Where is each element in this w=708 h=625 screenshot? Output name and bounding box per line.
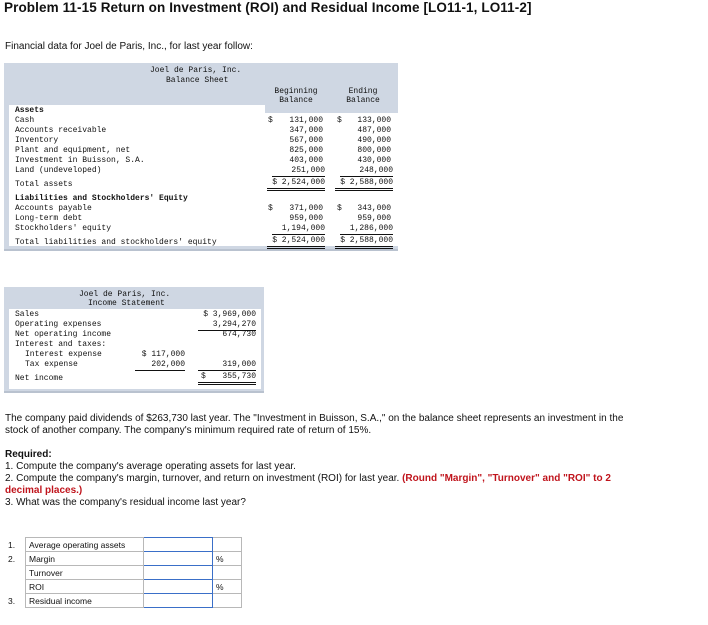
asset-begin: 825,000 — [289, 146, 323, 155]
asset-begin: 403,000 — [289, 156, 323, 165]
opex-value: 3,294,270 — [198, 320, 256, 331]
asset-label: Cash — [15, 116, 35, 125]
asset-label: Plant and equipment, net — [15, 146, 131, 155]
problem-title: Problem 11-15 Return on Investment (ROI) and Residual Income [LO11-1, LO11-2] — [4, 0, 532, 15]
average-operating-assets-input[interactable] — [144, 538, 213, 552]
dollar-sign: $ — [201, 372, 206, 381]
answer-label: Residual income — [26, 594, 144, 608]
int-tax-heading: Interest and taxes: — [15, 340, 107, 349]
sales-label: Sales — [15, 310, 40, 319]
liability-label: Stockholders' equity — [15, 224, 112, 233]
interest-value: $ 117,000 — [141, 350, 185, 359]
liability-label: Accounts payable — [15, 204, 92, 213]
dollar-sign: $ — [337, 116, 342, 125]
residual-income-input[interactable] — [144, 594, 213, 608]
liability-begin: 1,194,000 — [272, 224, 325, 235]
asset-end: 490,000 — [357, 136, 391, 145]
total-assets-end: $ 2,588,000 — [335, 178, 393, 191]
liability-label: Long-term debt — [15, 214, 83, 223]
bs-title: Balance Sheet — [166, 76, 229, 85]
int-tax-total: 319,000 — [198, 360, 256, 371]
answer-label: Margin — [26, 552, 144, 566]
answer-unit: % — [213, 580, 242, 594]
total-assets-label: Total assets — [15, 180, 73, 189]
required-q2: 2. Compute the company's margin, turnover, and return on investment (ROI) for last year. (Round "Margin", "Turnover" and "ROI" to 2 decimal places.) — [5, 473, 611, 496]
liability-end: 343,000 — [357, 204, 391, 213]
bs-col-ending-2: Balance — [346, 96, 380, 105]
asset-end: 487,000 — [357, 126, 391, 135]
asset-end: 248,000 — [340, 166, 393, 177]
sales-value: $ 3,969,000 — [203, 310, 256, 319]
answer-label: ROI — [26, 580, 144, 594]
answer-row — [5, 538, 242, 552]
dollar-sign: $ — [268, 204, 273, 213]
asset-begin: 567,000 — [289, 136, 323, 145]
answer-row — [5, 552, 242, 566]
answer-number — [5, 580, 26, 594]
bs-col-beginning-2: Balance — [279, 96, 313, 105]
answer-label: Average operating assets — [26, 538, 144, 552]
dollar-sign: $ — [337, 204, 342, 213]
answer-unit — [213, 538, 242, 552]
margin-input[interactable] — [144, 552, 213, 566]
answer-number: 2. — [8, 553, 16, 564]
answer-table — [5, 537, 242, 608]
rounding-note: (Round "Margin", "Turnover" and "ROI" to 2 decimal places.) — [5, 473, 611, 496]
bs-company: Joel de Paris, Inc. — [150, 66, 242, 75]
intro-text: Financial data for Joel de Paris, Inc., for last year follow: — [5, 41, 253, 52]
answer-unit — [213, 594, 242, 608]
asset-end: 800,000 — [357, 146, 391, 155]
liabilities-heading: Liabilities and Stockholders' Equity — [15, 194, 188, 203]
is-title: Income Statement — [88, 299, 165, 308]
asset-label: Inventory — [15, 136, 59, 145]
tax-label: Tax expense — [25, 360, 78, 369]
liability-begin: 959,000 — [289, 214, 323, 223]
liability-begin: 371,000 — [289, 204, 323, 213]
bs-col-beginning: Beginning — [274, 87, 318, 96]
liability-end: 1,286,000 — [340, 224, 393, 235]
noi-value: 674,730 — [222, 330, 256, 339]
roi-input[interactable] — [144, 580, 213, 594]
assets-heading: Assets — [15, 106, 44, 115]
asset-begin: 131,000 — [289, 116, 323, 125]
interest-label: Interest expense — [25, 350, 102, 359]
answer-label: Turnover — [26, 566, 144, 580]
liability-end: 959,000 — [357, 214, 391, 223]
answer-unit: % — [213, 552, 242, 566]
bs-col-ending: Ending — [348, 87, 378, 96]
asset-end: 430,000 — [357, 156, 391, 165]
answer-row — [5, 566, 242, 580]
asset-begin: 251,000 — [272, 166, 325, 177]
net-income-value: 355,730 — [198, 372, 256, 385]
asset-label: Land (undeveloped) — [15, 166, 102, 175]
noi-label: Net operating income — [15, 330, 112, 339]
turnover-input[interactable] — [144, 566, 213, 580]
net-income-label: Net income — [15, 374, 64, 383]
asset-end: 133,000 — [357, 116, 391, 125]
required-q3: 3. What was the company's residual income last year? — [5, 497, 246, 508]
total-liab-label: Total liabilities and stockholders' equity — [15, 238, 217, 247]
dollar-sign: $ — [268, 116, 273, 125]
required-q1: 1. Compute the company's average operating assets for last year. — [5, 461, 296, 472]
required-heading: Required: — [5, 449, 52, 460]
opex-label: Operating expenses — [15, 320, 102, 329]
is-company: Joel de Paris, Inc. — [79, 290, 171, 299]
total-liab-end: $ 2,588,000 — [335, 236, 393, 249]
asset-begin: 347,000 — [289, 126, 323, 135]
answer-number: 3. — [8, 595, 16, 606]
asset-label: Accounts receivable — [15, 126, 107, 135]
answer-row — [5, 580, 242, 594]
total-assets-begin: $ 2,524,000 — [267, 178, 325, 191]
dividends-paragraph: The company paid dividends of $263,730 last year. The "Investment in Buisson, S.A.," on the balance sheet represents an investment in the stock of another company. The company's minimum required rate of return of 15%. — [5, 413, 624, 436]
answer-row — [5, 594, 242, 608]
answer-unit — [213, 566, 242, 580]
total-liab-begin: $ 2,524,000 — [267, 236, 325, 249]
asset-label: Investment in Buisson, S.A. — [15, 156, 145, 165]
answer-number: 1. — [8, 539, 16, 550]
tax-value: 202,000 — [135, 360, 185, 371]
answer-number — [5, 566, 26, 580]
